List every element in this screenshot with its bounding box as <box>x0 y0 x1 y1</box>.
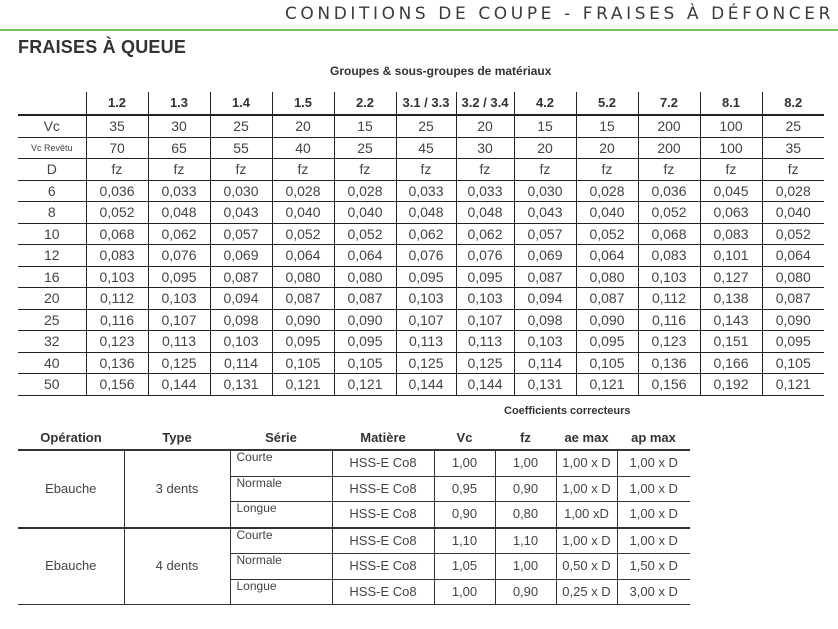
fz-value-cell: 0,040 <box>272 202 334 224</box>
fz-value-cell: 0,062 <box>396 223 456 245</box>
fz-value-cell: 0,103 <box>514 331 576 353</box>
fz-value-cell: 0,095 <box>148 266 210 288</box>
ae-max-cell: 0,25 x D <box>556 579 617 605</box>
fz-value-cell: 0,087 <box>210 266 272 288</box>
fz-value-cell: 0,166 <box>700 352 762 374</box>
vc-revetu-row <box>18 137 824 159</box>
group-header-cell: 7.2 <box>638 92 700 115</box>
group-header-cell: 1.2 <box>86 92 148 115</box>
fz-value-cell: 0,098 <box>514 309 576 331</box>
vc-cell: 15 <box>514 115 576 137</box>
vc-coef-cell: 0,95 <box>434 476 495 502</box>
vc-coef-cell: 0,90 <box>434 502 495 528</box>
fz-value-cell: 0,043 <box>210 202 272 224</box>
vc-cell: 200 <box>638 115 700 137</box>
fz-value-cell: 0,094 <box>514 288 576 310</box>
fz-value-cell: 0,062 <box>456 223 514 245</box>
coef-header-cell: ae max <box>556 427 617 450</box>
section-title: FRAISES À QUEUE <box>18 37 187 57</box>
header-rule <box>0 29 838 31</box>
fz-value-cell: 0,087 <box>762 288 824 310</box>
cutting-conditions-table <box>18 92 824 396</box>
vc-revetu-cell: 40 <box>272 137 334 159</box>
fz-value-cell: 0,069 <box>210 245 272 267</box>
fz-coef-cell: 0,90 <box>495 579 556 605</box>
vc-cell: 25 <box>210 115 272 137</box>
fz-header-cell: fz <box>456 159 514 181</box>
coef-header-cell: Opération <box>18 427 124 450</box>
ae-max-cell: 1,00 x D <box>556 450 617 476</box>
fz-value-cell: 0,033 <box>148 180 210 202</box>
fz-header-cell: fz <box>700 159 762 181</box>
fz-value-cell: 0,087 <box>576 288 638 310</box>
fz-value-cell: 0,095 <box>456 266 514 288</box>
ae-max-cell: 1,00 x D <box>556 528 617 554</box>
fz-value-cell: 0,127 <box>700 266 762 288</box>
fz-header-row <box>18 159 824 181</box>
fz-value-cell: 0,144 <box>148 374 210 396</box>
fz-value-cell: 0,112 <box>638 288 700 310</box>
vc-cell: 15 <box>576 115 638 137</box>
vc-revetu-cell: 65 <box>148 137 210 159</box>
fz-value-cell: 0,121 <box>272 374 334 396</box>
fz-value-cell: 0,131 <box>210 374 272 396</box>
group-header-row <box>18 92 824 115</box>
coef-header-cell: fz <box>495 427 556 450</box>
fz-value-cell: 0,116 <box>86 309 148 331</box>
fz-value-cell: 0,048 <box>148 202 210 224</box>
fz-value-cell: 0,030 <box>514 180 576 202</box>
fz-value-cell: 0,095 <box>272 331 334 353</box>
fz-value-cell: 0,068 <box>86 223 148 245</box>
diameter-cell: 50 <box>18 374 86 396</box>
fz-value-cell: 0,090 <box>576 309 638 331</box>
fz-value-cell: 0,083 <box>700 223 762 245</box>
coef-header-cell: Matière <box>332 427 434 450</box>
fz-value-cell: 0,076 <box>148 245 210 267</box>
fz-value-cell: 0,033 <box>396 180 456 202</box>
fz-value-cell: 0,136 <box>86 352 148 374</box>
diameter-cell: 10 <box>18 223 86 245</box>
coef-header-row <box>18 427 690 450</box>
type-cell: 4 dents <box>124 528 230 605</box>
fz-value-cell: 0,062 <box>148 223 210 245</box>
vc-label: Vc <box>18 115 86 137</box>
vc-coef-cell: 1,05 <box>434 554 495 580</box>
coef-header-cell: ap max <box>617 427 690 450</box>
fz-value-cell: 0,064 <box>334 245 396 267</box>
diameter-cell: 20 <box>18 288 86 310</box>
fz-value-cell: 0,116 <box>638 309 700 331</box>
fz-value-cell: 0,052 <box>86 202 148 224</box>
fz-coef-cell: 0,80 <box>495 502 556 528</box>
fz-header-cell: fz <box>514 159 576 181</box>
fz-value-cell: 0,048 <box>456 202 514 224</box>
ae-max-cell: 0,50 x D <box>556 554 617 580</box>
coef-row <box>18 450 690 476</box>
fz-value-cell: 0,087 <box>514 266 576 288</box>
table-row <box>18 331 824 353</box>
fz-value-cell: 0,156 <box>638 374 700 396</box>
table-row <box>18 352 824 374</box>
fz-value-cell: 0,103 <box>456 288 514 310</box>
fz-value-cell: 0,103 <box>86 266 148 288</box>
ap-max-cell: 1,00 x D <box>617 476 690 502</box>
fz-value-cell: 0,040 <box>576 202 638 224</box>
group-header-cell: 3.2 / 3.4 <box>456 92 514 115</box>
fz-value-cell: 0,105 <box>762 352 824 374</box>
fz-value-cell: 0,144 <box>456 374 514 396</box>
fz-value-cell: 0,090 <box>334 309 396 331</box>
fz-value-cell: 0,057 <box>210 223 272 245</box>
operation-cell: Ebauche <box>18 450 124 528</box>
matiere-cell: HSS-E Co8 <box>332 450 434 476</box>
table-row <box>18 245 824 267</box>
ap-max-cell: 1,50 x D <box>617 554 690 580</box>
fz-value-cell: 0,052 <box>638 202 700 224</box>
vc-coef-cell: 1,00 <box>434 579 495 605</box>
group-header-cell: 1.4 <box>210 92 272 115</box>
fz-value-cell: 0,143 <box>700 309 762 331</box>
fz-value-cell: 0,121 <box>576 374 638 396</box>
vc-revetu-cell: 45 <box>396 137 456 159</box>
table-row <box>18 266 824 288</box>
fz-value-cell: 0,107 <box>148 309 210 331</box>
matiere-cell: HSS-E Co8 <box>332 579 434 605</box>
vc-revetu-cell: 20 <box>514 137 576 159</box>
fz-coef-cell: 0,90 <box>495 476 556 502</box>
fz-value-cell: 0,105 <box>576 352 638 374</box>
vc-revetu-cell: 35 <box>762 137 824 159</box>
fz-header-cell: fz <box>638 159 700 181</box>
fz-value-cell: 0,052 <box>576 223 638 245</box>
coefficients-caption: Coefficients correcteurs <box>504 405 631 417</box>
fz-value-cell: 0,064 <box>576 245 638 267</box>
vc-revetu-cell: 20 <box>576 137 638 159</box>
fz-value-cell: 0,121 <box>334 374 396 396</box>
fz-value-cell: 0,098 <box>210 309 272 331</box>
fz-value-cell: 0,103 <box>210 331 272 353</box>
fz-value-cell: 0,040 <box>334 202 396 224</box>
fz-value-cell: 0,123 <box>86 331 148 353</box>
fz-header-cell: fz <box>148 159 210 181</box>
group-header-cell: 1.3 <box>148 92 210 115</box>
fz-value-cell: 0,095 <box>762 331 824 353</box>
fz-header-cell: fz <box>576 159 638 181</box>
group-header-cell: 8.2 <box>762 92 824 115</box>
coef-header-cell: Vc <box>434 427 495 450</box>
serie-cell: Courte <box>230 528 332 554</box>
fz-value-cell: 0,048 <box>396 202 456 224</box>
fz-value-cell: 0,076 <box>396 245 456 267</box>
ap-max-cell: 1,00 x D <box>617 502 690 528</box>
vc-coef-cell: 1,00 <box>434 450 495 476</box>
fz-value-cell: 0,103 <box>638 266 700 288</box>
fz-value-cell: 0,138 <box>700 288 762 310</box>
fz-value-cell: 0,080 <box>272 266 334 288</box>
vc-cell: 35 <box>86 115 148 137</box>
diameter-cell: 25 <box>18 309 86 331</box>
fz-value-cell: 0,101 <box>700 245 762 267</box>
ap-max-cell: 3,00 x D <box>617 579 690 605</box>
fz-value-cell: 0,094 <box>210 288 272 310</box>
fz-value-cell: 0,114 <box>210 352 272 374</box>
matiere-cell: HSS-E Co8 <box>332 502 434 528</box>
group-header-cell: 5.2 <box>576 92 638 115</box>
fz-header-cell: fz <box>272 159 334 181</box>
diameter-cell: 6 <box>18 180 86 202</box>
vc-row <box>18 115 824 137</box>
vc-cell: 20 <box>272 115 334 137</box>
fz-value-cell: 0,125 <box>456 352 514 374</box>
fz-value-cell: 0,063 <box>700 202 762 224</box>
coef-row <box>18 528 690 554</box>
fz-value-cell: 0,052 <box>762 223 824 245</box>
fz-value-cell: 0,087 <box>334 288 396 310</box>
fz-value-cell: 0,103 <box>396 288 456 310</box>
fz-value-cell: 0,036 <box>638 180 700 202</box>
group-header-cell: 2.2 <box>334 92 396 115</box>
fz-value-cell: 0,043 <box>514 202 576 224</box>
fz-header-cell: fz <box>86 159 148 181</box>
fz-value-cell: 0,028 <box>334 180 396 202</box>
fz-value-cell: 0,114 <box>514 352 576 374</box>
fz-header-cell: fz <box>334 159 396 181</box>
fz-value-cell: 0,156 <box>86 374 148 396</box>
vc-cell: 20 <box>456 115 514 137</box>
fz-value-cell: 0,064 <box>272 245 334 267</box>
table-row <box>18 180 824 202</box>
diameter-cell: 12 <box>18 245 86 267</box>
vc-cell: 25 <box>396 115 456 137</box>
header-corner-cell <box>18 92 86 115</box>
vc-revetu-label: Vc Revêtu <box>18 137 86 159</box>
matiere-cell: HSS-E Co8 <box>332 554 434 580</box>
group-header-cell: 8.1 <box>700 92 762 115</box>
fz-value-cell: 0,144 <box>396 374 456 396</box>
ae-max-cell: 1,00 x D <box>556 476 617 502</box>
matiere-cell: HSS-E Co8 <box>332 528 434 554</box>
fz-value-cell: 0,107 <box>456 309 514 331</box>
fz-value-cell: 0,076 <box>456 245 514 267</box>
fz-value-cell: 0,028 <box>762 180 824 202</box>
diameter-cell: 40 <box>18 352 86 374</box>
vc-cell: 30 <box>148 115 210 137</box>
fz-value-cell: 0,123 <box>638 331 700 353</box>
fz-coef-cell: 1,00 <box>495 450 556 476</box>
diameter-label: D <box>18 159 86 181</box>
vc-revetu-cell: 200 <box>638 137 700 159</box>
fz-value-cell: 0,052 <box>272 223 334 245</box>
vc-revetu-cell: 30 <box>456 137 514 159</box>
vc-revetu-cell: 100 <box>700 137 762 159</box>
fz-value-cell: 0,052 <box>334 223 396 245</box>
diameter-cell: 8 <box>18 202 86 224</box>
diameter-cell: 16 <box>18 266 86 288</box>
type-cell: 3 dents <box>124 450 230 528</box>
fz-value-cell: 0,095 <box>576 331 638 353</box>
fz-value-cell: 0,095 <box>334 331 396 353</box>
fz-value-cell: 0,090 <box>762 309 824 331</box>
serie-cell: Normale <box>230 554 332 580</box>
vc-cell: 15 <box>334 115 396 137</box>
fz-value-cell: 0,080 <box>762 266 824 288</box>
table-row <box>18 309 824 331</box>
fz-value-cell: 0,028 <box>272 180 334 202</box>
serie-cell: Longue <box>230 579 332 605</box>
fz-value-cell: 0,105 <box>272 352 334 374</box>
group-header-cell: 4.2 <box>514 92 576 115</box>
fz-header-cell: fz <box>762 159 824 181</box>
fz-header-cell: fz <box>210 159 272 181</box>
fz-value-cell: 0,112 <box>86 288 148 310</box>
table-row <box>18 288 824 310</box>
fz-value-cell: 0,095 <box>396 266 456 288</box>
matiere-cell: HSS-E Co8 <box>332 476 434 502</box>
fz-value-cell: 0,036 <box>86 180 148 202</box>
vc-revetu-cell: 70 <box>86 137 148 159</box>
fz-value-cell: 0,105 <box>334 352 396 374</box>
fz-value-cell: 0,045 <box>700 180 762 202</box>
serie-cell: Courte <box>230 450 332 476</box>
vc-cell: 25 <box>762 115 824 137</box>
page-header-title: CONDITIONS DE COUPE - FRAISES À DÉFONCER <box>284 4 834 24</box>
vc-revetu-cell: 25 <box>334 137 396 159</box>
fz-value-cell: 0,113 <box>396 331 456 353</box>
fz-value-cell: 0,125 <box>148 352 210 374</box>
table-row <box>18 202 824 224</box>
fz-value-cell: 0,192 <box>700 374 762 396</box>
fz-value-cell: 0,069 <box>514 245 576 267</box>
fz-value-cell: 0,040 <box>762 202 824 224</box>
vc-coef-cell: 1,10 <box>434 528 495 554</box>
fz-value-cell: 0,057 <box>514 223 576 245</box>
ae-max-cell: 1,00 xD <box>556 502 617 528</box>
ap-max-cell: 1,00 x D <box>617 450 690 476</box>
vc-cell: 100 <box>700 115 762 137</box>
fz-value-cell: 0,080 <box>334 266 396 288</box>
fz-coef-cell: 1,10 <box>495 528 556 554</box>
fz-value-cell: 0,136 <box>638 352 700 374</box>
diameter-cell: 32 <box>18 331 86 353</box>
serie-cell: Longue <box>230 502 332 528</box>
fz-value-cell: 0,113 <box>148 331 210 353</box>
fz-value-cell: 0,125 <box>396 352 456 374</box>
fz-value-cell: 0,083 <box>638 245 700 267</box>
group-header-cell: 1.5 <box>272 92 334 115</box>
coef-header-cell: Série <box>230 427 332 450</box>
fz-value-cell: 0,113 <box>456 331 514 353</box>
fz-header-cell: fz <box>396 159 456 181</box>
fz-value-cell: 0,107 <box>396 309 456 331</box>
fz-value-cell: 0,080 <box>576 266 638 288</box>
coef-header-cell: Type <box>124 427 230 450</box>
ap-max-cell: 1,00 x D <box>617 528 690 554</box>
materials-caption: Groupes & sous-groupes de matériaux <box>330 64 552 78</box>
fz-value-cell: 0,068 <box>638 223 700 245</box>
operation-cell: Ebauche <box>18 528 124 605</box>
table-row <box>18 223 824 245</box>
fz-value-cell: 0,131 <box>514 374 576 396</box>
fz-value-cell: 0,151 <box>700 331 762 353</box>
fz-value-cell: 0,087 <box>272 288 334 310</box>
serie-cell: Normale <box>230 476 332 502</box>
vc-revetu-cell: 55 <box>210 137 272 159</box>
correction-coefficients-table <box>18 427 690 605</box>
fz-value-cell: 0,033 <box>456 180 514 202</box>
fz-value-cell: 0,083 <box>86 245 148 267</box>
fz-value-cell: 0,103 <box>148 288 210 310</box>
fz-value-cell: 0,121 <box>762 374 824 396</box>
group-header-cell: 3.1 / 3.3 <box>396 92 456 115</box>
fz-coef-cell: 1,00 <box>495 554 556 580</box>
fz-value-cell: 0,028 <box>576 180 638 202</box>
table-row <box>18 374 824 396</box>
fz-value-cell: 0,090 <box>272 309 334 331</box>
fz-value-cell: 0,030 <box>210 180 272 202</box>
fz-value-cell: 0,064 <box>762 245 824 267</box>
